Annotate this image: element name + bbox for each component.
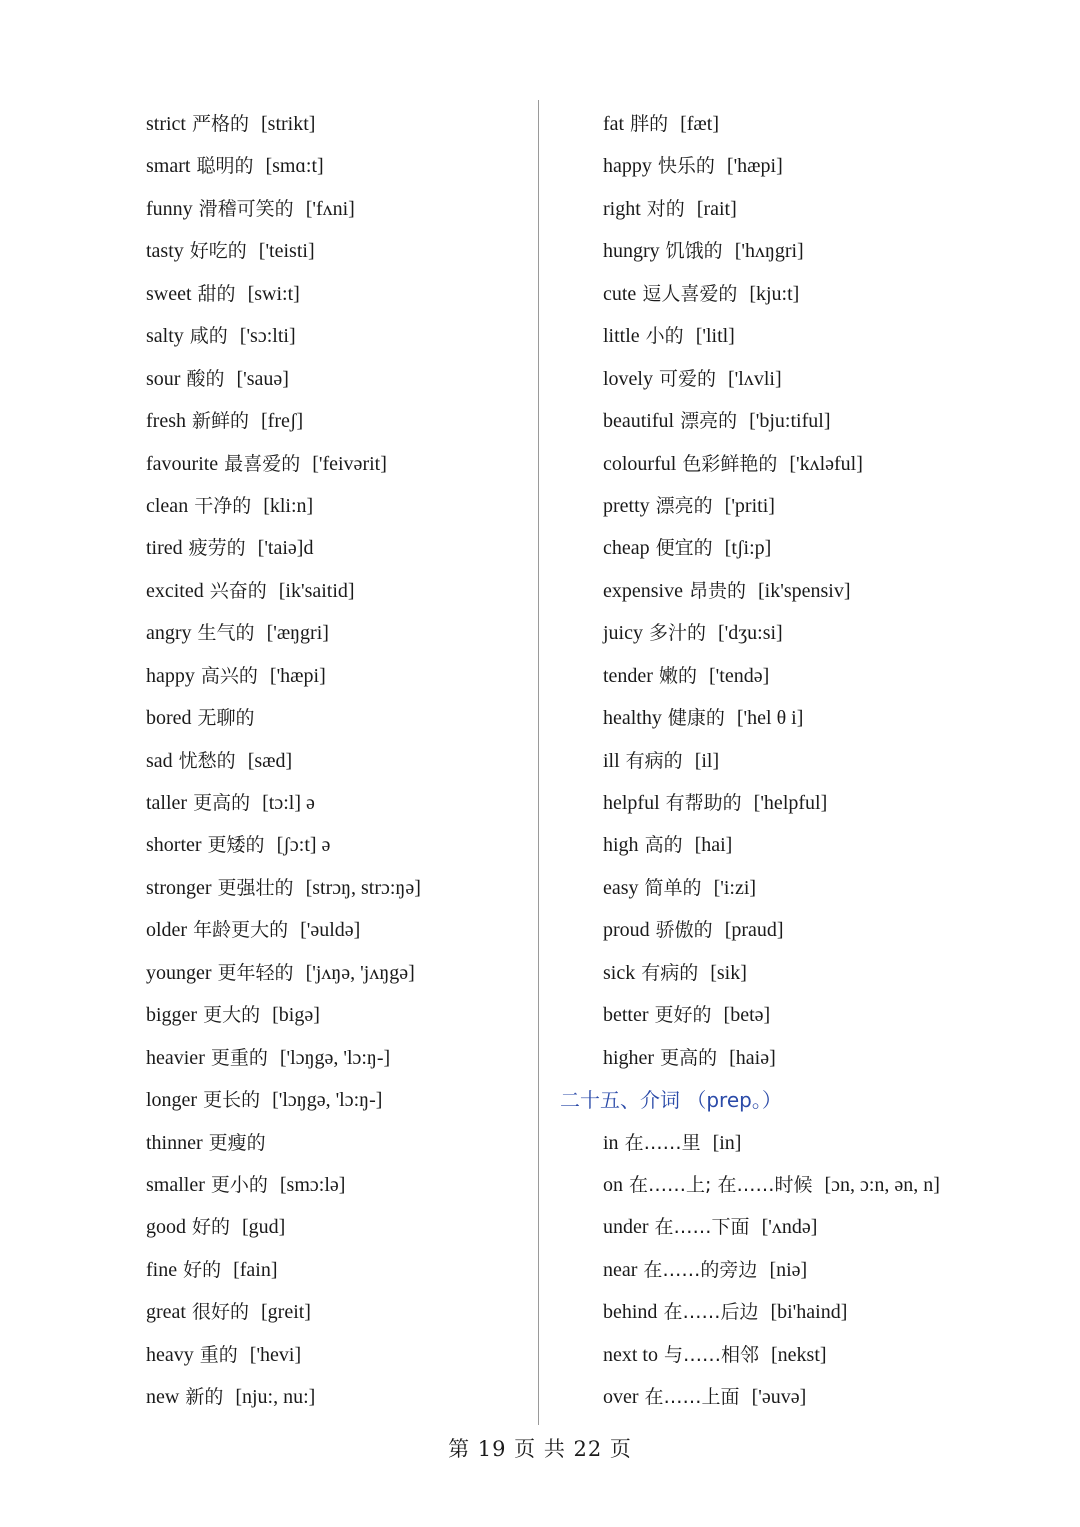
left-vocab-column — [146, 103, 526, 1419]
vocab-meaning: 好吃的 — [189, 240, 247, 263]
vocab-phonetic: [smɔ:lə] — [279, 1173, 346, 1196]
vocab-entry — [603, 1122, 1043, 1164]
vocab-entry — [146, 1079, 526, 1121]
vocab-phonetic: ['bju:tiful] — [749, 410, 831, 433]
vocab-meaning: 新的 — [185, 1386, 224, 1409]
vocab-meaning: 新鲜的 — [191, 410, 249, 433]
vocab-entry — [603, 1291, 1043, 1333]
vocab-word: juicy — [603, 622, 643, 645]
vocab-word: higher — [603, 1046, 655, 1069]
vocab-entry — [603, 740, 1043, 782]
vocab-word: heavy — [146, 1343, 194, 1366]
vocab-meaning: 更小的 — [210, 1173, 268, 1196]
vocab-meaning: 小的 — [645, 325, 684, 348]
vocab-word: longer — [146, 1089, 198, 1112]
preposition-list — [603, 1122, 1043, 1419]
vocab-meaning: 更矮的 — [207, 834, 265, 857]
vocab-phonetic: ['hæpi] — [269, 664, 326, 687]
vocab-entry — [603, 655, 1043, 697]
vocab-phonetic: [fain] — [233, 1258, 278, 1281]
vocab-entry — [146, 273, 526, 315]
vocab-meaning: 忧愁的 — [178, 749, 236, 772]
vocab-word: sick — [603, 961, 636, 984]
vocab-word: lovely — [603, 367, 653, 390]
vocab-entry — [603, 570, 1043, 612]
vocab-entry — [146, 188, 526, 230]
vocab-word: cheap — [603, 537, 650, 560]
vocab-meaning: 便宜的 — [655, 537, 713, 560]
vocab-word: tender — [603, 664, 653, 687]
vocab-meaning: 重的 — [199, 1343, 238, 1366]
vocab-phonetic: ['fʌni] — [305, 197, 355, 220]
vocab-phonetic: [ik'saitid] — [278, 579, 355, 602]
vocab-word: pretty — [603, 494, 650, 517]
vocab-phonetic: ['priti] — [724, 494, 775, 517]
vocab-entry — [146, 145, 526, 187]
vocab-word: taller — [146, 792, 188, 814]
vocab-word: high — [603, 834, 639, 857]
vocab-phonetic: ['sɔ:lti] — [239, 325, 296, 348]
vocab-entry — [146, 1164, 526, 1206]
vocab-entry — [146, 527, 526, 569]
vocab-meaning: 更高的 — [660, 1046, 718, 1069]
vocab-word: beautiful — [603, 410, 675, 433]
vocab-phonetic: ['taiə]d — [257, 537, 314, 560]
vocab-word: bigger — [146, 1004, 198, 1027]
vocab-entry — [146, 824, 526, 866]
vocab-word: clean — [146, 494, 189, 517]
vocab-entry — [603, 145, 1043, 187]
vocab-meaning: 与……相邻 — [664, 1343, 760, 1366]
vocab-meaning: 在……的旁边 — [643, 1258, 758, 1281]
vocab-entry — [146, 1249, 526, 1291]
vocab-meaning: 快乐的 — [657, 155, 715, 178]
vocab-meaning: 好的 — [192, 1216, 231, 1239]
vocab-word: older — [146, 919, 188, 942]
vocab-entry — [603, 867, 1043, 909]
vocab-entry — [603, 103, 1043, 145]
vocab-word: under — [603, 1216, 649, 1239]
vocab-phonetic: [swi:t] — [247, 282, 300, 305]
vocab-phonetic: [nju:, nu:] — [235, 1386, 316, 1409]
vocab-word: colourful — [603, 452, 677, 475]
vocab-word: happy — [603, 155, 652, 178]
vocab-entry — [603, 697, 1043, 739]
vocab-entry — [603, 273, 1043, 315]
vocab-entry — [146, 1037, 526, 1079]
vocab-meaning: 甜的 — [197, 282, 236, 305]
section-heading: 二十五、介词 （prep。） — [560, 1088, 782, 1113]
vocab-meaning: 有病的 — [625, 749, 683, 772]
vocab-entry — [146, 358, 526, 400]
vocab-meaning: 健康的 — [667, 707, 725, 730]
vocab-meaning: 胖的 — [630, 113, 669, 135]
vocab-entry — [603, 824, 1043, 866]
vocab-meaning: 昂贵的 — [688, 579, 746, 602]
vocab-phonetic: ['əuldə] — [300, 919, 361, 942]
vocab-word: happy — [146, 664, 195, 687]
vocab-entry — [603, 230, 1043, 272]
vocab-word: right — [603, 197, 641, 220]
vocab-phonetic: [gud] — [242, 1216, 286, 1239]
vocab-meaning: 酸的 — [186, 367, 225, 390]
vocab-phonetic: ['ʌndə] — [761, 1216, 818, 1239]
vocab-entry — [603, 443, 1043, 485]
vocab-word: great — [146, 1301, 186, 1324]
vocab-word: sweet — [146, 282, 192, 305]
vocab-phonetic: [smɑ:t] — [265, 155, 324, 178]
vocab-phonetic: [nekst] — [771, 1343, 827, 1366]
vocab-word: better — [603, 1004, 649, 1027]
page-footer: 第 19 页 共 22 页 — [448, 1437, 632, 1461]
vocab-word: hungry — [603, 240, 660, 263]
vocab-phonetic: ['hevi] — [249, 1343, 302, 1366]
vocab-meaning: 漂亮的 — [680, 410, 738, 433]
vocab-phonetic: [il] — [694, 749, 720, 772]
vocab-phonetic: [ik'spensiv] — [758, 579, 851, 602]
vocab-phonetic: [rait] — [696, 197, 737, 220]
vocab-word: fine — [146, 1258, 178, 1281]
vocab-entry — [146, 867, 526, 909]
vocab-word: salty — [146, 325, 184, 348]
vocab-entry — [146, 909, 526, 951]
vocab-meaning: 在……里 — [624, 1131, 701, 1154]
vocab-word: good — [146, 1216, 186, 1239]
vocab-word: healthy — [603, 707, 662, 730]
vocab-word: on — [603, 1173, 623, 1196]
vocab-phonetic: [kli:n] — [263, 494, 314, 517]
vocab-word: cute — [603, 282, 637, 305]
right-vocab-column — [560, 103, 1043, 1419]
vocab-phonetic: ['hel θ i] — [736, 707, 804, 730]
vocab-meaning: 色彩鲜艳的 — [682, 452, 778, 475]
vocab-meaning: 对的 — [646, 197, 685, 220]
vocab-meaning: 咸的 — [189, 325, 228, 348]
vocab-phonetic: [kju:t] — [749, 282, 800, 305]
vocab-meaning: 在……上面 — [644, 1386, 740, 1409]
vocab-entry — [603, 400, 1043, 442]
vocab-word: fat — [603, 113, 625, 135]
vocab-phonetic: [haiə] — [729, 1046, 776, 1069]
vocab-meaning: 在……上; 在……时候 — [629, 1173, 813, 1196]
vocab-word: little — [603, 325, 640, 348]
vocab-phonetic: ['feivərit] — [312, 452, 387, 475]
vocab-word: sad — [146, 749, 173, 772]
vocab-entry — [603, 1376, 1043, 1418]
vocab-meaning: 滑稽可笑的 — [198, 197, 294, 220]
vocab-phonetic: ['jʌŋə, 'jʌŋgə] — [305, 961, 415, 984]
vocab-meaning: 有病的 — [641, 961, 699, 984]
vocab-phonetic: ['tendə] — [709, 664, 770, 687]
column-divider — [538, 100, 539, 1425]
vocab-entry — [603, 994, 1043, 1036]
vocab-entry — [603, 358, 1043, 400]
vocab-entry — [603, 527, 1043, 569]
vocab-entry — [603, 782, 1043, 824]
vocab-meaning: 嫩的 — [658, 664, 697, 687]
vocab-meaning: 最喜爱的 — [224, 452, 301, 475]
vocab-entry — [146, 315, 526, 357]
vocab-meaning: 更好的 — [654, 1004, 712, 1027]
vocab-phonetic: ['teisti] — [258, 240, 315, 263]
vocab-meaning: 聪明的 — [196, 155, 254, 178]
vocab-meaning: 饥饿的 — [665, 240, 723, 263]
vocab-word: stronger — [146, 876, 212, 899]
vocab-phonetic: [tʃi:p] — [724, 537, 772, 560]
vocab-entry — [146, 1291, 526, 1333]
vocab-word: expensive — [603, 579, 683, 602]
vocab-phonetic: [tɔ:l] ə — [262, 792, 315, 814]
vocab-word: near — [603, 1258, 638, 1281]
vocab-word: tired — [146, 537, 183, 560]
vocab-entry — [146, 655, 526, 697]
vocab-phonetic: ['kʌləful] — [789, 452, 863, 475]
vocab-meaning: 好的 — [183, 1258, 222, 1281]
vocab-word: smaller — [146, 1173, 205, 1196]
vocab-entry — [146, 1122, 526, 1164]
vocab-phonetic: [niə] — [769, 1258, 808, 1281]
vocab-meaning: 骄傲的 — [655, 919, 713, 942]
vocab-meaning: 可爱的 — [659, 367, 717, 390]
vocab-entry — [603, 315, 1043, 357]
vocab-phonetic: ['lʌvli] — [728, 367, 782, 390]
vocab-meaning: 简单的 — [644, 876, 702, 899]
vocab-entry — [146, 1206, 526, 1248]
vocab-word: thinner — [146, 1131, 203, 1154]
vocab-word: smart — [146, 155, 191, 178]
vocab-word: heavier — [146, 1046, 205, 1069]
vocab-meaning: 漂亮的 — [655, 494, 713, 517]
vocab-meaning: 无聊的 — [197, 707, 255, 730]
vocab-entry — [146, 994, 526, 1036]
vocab-meaning: 在……后边 — [663, 1301, 759, 1324]
vocab-entry — [603, 188, 1043, 230]
vocab-meaning: 干净的 — [194, 494, 252, 517]
vocab-phonetic: ['lɔŋgə, 'lɔ:ŋ-] — [272, 1089, 383, 1112]
vocab-entry — [146, 782, 526, 824]
vocab-word: in — [603, 1131, 619, 1154]
vocab-word: proud — [603, 919, 650, 942]
vocab-phonetic: ['litl] — [695, 325, 735, 348]
vocab-entry — [603, 1334, 1043, 1376]
vocab-phonetic: [praud] — [724, 919, 784, 942]
vocab-entry — [146, 103, 526, 145]
vocab-word: behind — [603, 1301, 658, 1324]
vocab-phonetic: [freʃ] — [261, 410, 304, 433]
vocab-entry — [146, 570, 526, 612]
vocab-entry — [146, 740, 526, 782]
vocab-phonetic: ['lɔŋgə, 'lɔ:ŋ-] — [279, 1046, 391, 1069]
vocab-meaning: 更高的 — [193, 792, 251, 814]
vocab-entry — [603, 485, 1043, 527]
vocab-phonetic: ['sauə] — [236, 367, 289, 390]
vocab-entry — [603, 952, 1043, 994]
vocab-entry — [146, 697, 526, 739]
vocab-meaning: 多汁的 — [649, 622, 707, 645]
vocab-entry — [603, 1164, 1043, 1206]
vocab-meaning: 兴奋的 — [209, 579, 267, 602]
vocab-phonetic: ['helpful] — [753, 792, 828, 814]
vocab-phonetic: [greit] — [261, 1301, 311, 1324]
vocab-word: helpful — [603, 792, 660, 814]
adjective-list — [603, 103, 1043, 1079]
vocab-entry — [603, 909, 1043, 951]
vocab-phonetic: ['hæpi] — [726, 155, 783, 178]
vocab-entry — [146, 230, 526, 272]
vocab-phonetic: ['hʌŋgri] — [734, 240, 804, 263]
vocab-phonetic: ['əuvə] — [751, 1386, 807, 1409]
vocab-phonetic: [in] — [712, 1131, 742, 1154]
vocab-meaning: 逗人喜爱的 — [642, 282, 738, 305]
vocab-entry — [146, 1376, 526, 1418]
vocab-word: tasty — [146, 240, 184, 263]
vocab-word: favourite — [146, 452, 219, 475]
vocab-word: bored — [146, 707, 192, 730]
vocab-entry — [603, 1249, 1043, 1291]
vocab-phonetic: [strikt] — [261, 113, 316, 135]
vocab-meaning: 年龄更大的 — [193, 919, 289, 942]
vocab-phonetic: [bi'haind] — [770, 1301, 848, 1324]
vocab-word: excited — [146, 579, 204, 602]
vocab-word: shorter — [146, 834, 202, 857]
vocab-phonetic: [sæd] — [247, 749, 293, 772]
vocab-phonetic: [strɔŋ, strɔ:ŋə] — [305, 876, 421, 899]
vocab-word: ill — [603, 749, 620, 772]
vocab-entry — [603, 1206, 1043, 1248]
vocab-entry — [146, 443, 526, 485]
vocab-meaning: 更强壮的 — [217, 876, 294, 899]
vocab-phonetic: [sik] — [710, 961, 747, 984]
vocab-phonetic: [ɔn, ɔ:n, ən, n] — [824, 1173, 940, 1196]
vocab-phonetic: ['dʒu:si] — [718, 622, 783, 645]
vocab-entry — [146, 952, 526, 994]
vocab-meaning: 有帮助的 — [665, 792, 742, 814]
vocab-phonetic: [betə] — [723, 1004, 771, 1027]
vocab-word: easy — [603, 876, 639, 899]
vocab-meaning: 更重的 — [210, 1046, 268, 1069]
vocab-phonetic: ['æŋgri] — [266, 622, 329, 645]
vocab-word: next to — [603, 1343, 658, 1366]
vocab-entry — [603, 1037, 1043, 1079]
vocab-meaning: 疲劳的 — [188, 537, 246, 560]
vocab-meaning: 很好的 — [191, 1301, 249, 1324]
vocab-phonetic: [fæt] — [680, 113, 719, 135]
vocab-meaning: 更大的 — [203, 1004, 261, 1027]
vocab-entry — [146, 400, 526, 442]
vocab-phonetic: ['i:zi] — [713, 876, 757, 899]
vocab-phonetic: [bigə] — [272, 1004, 320, 1027]
vocab-phonetic: [hai] — [694, 834, 733, 857]
vocab-meaning: 更年轻的 — [217, 961, 294, 984]
vocab-word: new — [146, 1386, 180, 1409]
vocab-meaning: 生气的 — [197, 622, 255, 645]
vocab-word: over — [603, 1386, 639, 1409]
vocab-word: angry — [146, 622, 192, 645]
vocab-word: younger — [146, 961, 212, 984]
vocab-entry — [603, 612, 1043, 654]
vocab-meaning: 高的 — [644, 834, 683, 857]
vocab-word: sour — [146, 367, 181, 390]
vocab-word: strict — [146, 113, 186, 135]
vocab-entry — [146, 1334, 526, 1376]
vocab-word: funny — [146, 197, 193, 220]
vocab-meaning: 更瘦的 — [208, 1131, 266, 1154]
vocab-meaning: 更长的 — [203, 1089, 261, 1112]
vocab-entry — [146, 485, 526, 527]
vocab-meaning: 在……下面 — [654, 1216, 750, 1239]
vocab-phonetic: [ʃɔ:t] ə — [276, 834, 331, 857]
vocab-entry — [146, 612, 526, 654]
vocab-meaning: 高兴的 — [200, 664, 258, 687]
vocab-meaning: 严格的 — [192, 113, 250, 135]
vocab-word: fresh — [146, 410, 186, 433]
